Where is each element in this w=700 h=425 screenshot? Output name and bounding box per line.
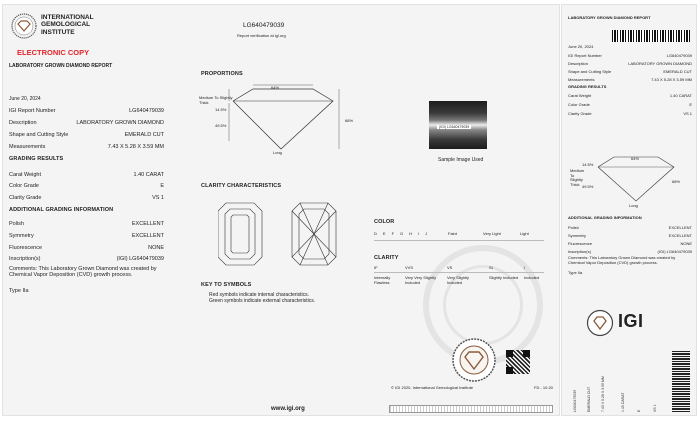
field-label: Inscription(s) xyxy=(9,256,41,262)
table-percentage: 64% xyxy=(271,85,280,90)
field-value: LG640479039 xyxy=(666,53,692,58)
field-value: 7.43 X 5.28 X 3.59 MM xyxy=(107,144,164,150)
field-label: Fluorescence xyxy=(9,245,43,251)
field-label: Measurements xyxy=(568,77,595,82)
stub-grading-title: GRADING RESULTS xyxy=(568,84,607,89)
report-number-header: LG640479039 xyxy=(243,22,285,29)
clarity-grade-vs: VS xyxy=(447,265,453,270)
org-line-2: GEMOLOGICAL xyxy=(41,21,91,29)
field-label: Measurements xyxy=(9,144,46,150)
field-value: LG640479039 xyxy=(129,108,164,114)
clarity-desc-vvs: Very Very Slightly Included xyxy=(405,275,437,285)
color-faint: Faint xyxy=(448,231,457,236)
color-very-light: Very Light xyxy=(483,231,501,236)
field-label: Clarity Grade xyxy=(9,195,42,201)
clarity-desc-if: Internally Flawless xyxy=(374,275,391,285)
field-carat xyxy=(9,172,164,178)
field-value: EXCELLENT xyxy=(131,221,164,227)
clarity-plot-diagram xyxy=(218,201,348,267)
field-value: NONE xyxy=(148,245,164,251)
field-label: Polish xyxy=(568,225,579,230)
field-label: Symmetry xyxy=(568,233,586,238)
stub-comments: Comments: This Laboratory Grown Diamond was created by Chemical Vapor Deposition (CVD) growth process. xyxy=(568,255,676,265)
field-polish xyxy=(9,221,164,227)
clarity-grade-si: SI xyxy=(489,265,493,270)
stub-field-symmetry xyxy=(568,233,692,238)
additional-grading-title: ADDITIONAL GRADING INFORMATION xyxy=(9,207,114,213)
stub-field-carat xyxy=(568,93,692,98)
org-name xyxy=(41,14,94,36)
pavilion-percentage: 49.5% xyxy=(215,123,227,128)
stub-type: Type IIa xyxy=(568,270,583,275)
stub-date: June 20, 2024 xyxy=(568,44,594,49)
field-shape xyxy=(9,132,164,138)
report-stub xyxy=(561,4,697,416)
stub-pavilion-percentage: 49.5% xyxy=(582,184,594,189)
sample-caption: Sample Image Used xyxy=(438,157,484,163)
stub-crown-percentage: 14.5% xyxy=(582,162,594,167)
key-to-symbols-title: KEY TO SYMBOLS xyxy=(201,282,252,288)
comments-text: Comments: This Laboratory Grown Diamond was created by Chemical Vapor Deposition (CVD) growth process. xyxy=(9,266,157,279)
field-value: 1.40 CARAT xyxy=(133,172,164,178)
stub-field-clarity xyxy=(568,111,692,116)
clarity-characteristics-title: CLARITY CHARACTERISTICS xyxy=(201,183,282,189)
field-value: E xyxy=(689,102,692,107)
qr-code xyxy=(506,350,530,374)
stub-title: LABORATORY GROWN DIAMOND REPORT xyxy=(568,15,651,20)
stub-vertical-value: EMERALD CUT xyxy=(587,386,591,412)
color-grade: G xyxy=(400,231,404,236)
field-fluorescence xyxy=(9,245,164,251)
stub-vertical-value: E xyxy=(637,409,641,412)
field-label: IGI Report Number xyxy=(568,53,602,58)
field-value: 1.40 CARAT xyxy=(669,93,692,98)
field-value: EXCELLENT xyxy=(668,225,692,230)
crown-label: Medium To Slightly Thick xyxy=(199,95,233,105)
stub-field-polish xyxy=(568,225,692,230)
field-clarity xyxy=(9,195,164,201)
field-value: LABORATORY GROWN DIAMOND xyxy=(76,120,164,126)
clarity-scale-title: CLARITY xyxy=(374,255,399,261)
field-label: Fluorescence xyxy=(568,241,593,246)
color-grade: D xyxy=(374,231,377,236)
color-grade-list xyxy=(374,232,427,237)
type-text: Type IIa xyxy=(9,288,29,294)
field-label: Color Grade xyxy=(568,102,590,107)
color-scale-title: COLOR xyxy=(374,219,395,225)
clarity-grade-if: IF xyxy=(374,265,378,270)
proportions-title: PROPORTIONS xyxy=(201,71,243,77)
stub-additional-title: ADDITIONAL GRADING INFORMATION xyxy=(568,215,642,220)
website-footer: www.igi.org xyxy=(271,406,305,412)
field-value: E xyxy=(160,183,164,189)
sample-inscription: (IGI) LG640479039 xyxy=(439,125,470,129)
proportions-diagram xyxy=(203,81,343,161)
depth-percentage: 68% xyxy=(345,118,354,123)
stub-culet: Long xyxy=(629,203,638,208)
field-value: EXCELLENT xyxy=(668,233,692,238)
field-label: Symmetry xyxy=(9,233,34,239)
seal-icon xyxy=(451,337,497,383)
stub-field-report-number xyxy=(568,53,692,58)
stub-vertical-value: 1.40 CARAT xyxy=(621,392,625,412)
stub-vertical-value: VS 1 xyxy=(653,404,657,412)
stub-crown-label: Medium To Slightly Thick xyxy=(570,168,585,187)
field-value: (IGI) LG640479039 xyxy=(116,256,164,262)
report-title: LABORATORY GROWN DIAMOND REPORT xyxy=(9,63,113,69)
verification-text: Report verification at igi.org xyxy=(237,33,286,38)
stub-field-inscription xyxy=(568,249,692,254)
color-scale-line xyxy=(374,240,544,241)
crown-percentage: 14.5% xyxy=(215,107,227,112)
igi-logo-icon xyxy=(586,309,614,337)
stub-barcode xyxy=(612,30,690,42)
org-line-1: INTERNATIONAL xyxy=(41,14,94,21)
stub-depth-percentage: 68% xyxy=(672,179,681,184)
key-green-line: Green symbols indicate external characteristics. xyxy=(209,298,316,304)
field-description xyxy=(9,120,164,126)
field-value: EMERALD CUT xyxy=(663,69,692,74)
field-color xyxy=(9,183,164,189)
field-label: Shape and Cutting Style xyxy=(9,132,69,138)
stub-field-description xyxy=(568,61,692,66)
clarity-grade-i: I xyxy=(524,265,526,270)
field-value: 7.43 X 5.28 X 3.59 MM xyxy=(651,77,692,82)
stub-field-color xyxy=(568,102,692,107)
clarity-scale-line xyxy=(374,272,544,273)
report-card xyxy=(2,4,560,416)
field-value: NONE xyxy=(680,241,692,246)
color-grade: H xyxy=(409,231,413,236)
igi-seal-icon xyxy=(11,13,37,39)
field-label: Inscription(s) xyxy=(568,249,591,254)
field-label: Carat Weight xyxy=(568,93,592,98)
color-light: Light xyxy=(520,231,529,236)
field-value: LABORATORY GROWN DIAMOND xyxy=(628,61,692,66)
culet-label: Long xyxy=(273,150,282,155)
clarity-grade-vvs: VVS xyxy=(405,265,414,270)
field-label: Color Grade xyxy=(9,183,39,189)
stub-field-fluorescence xyxy=(568,241,692,246)
field-label: Clarity Grade xyxy=(568,111,592,116)
stub-field-measurements xyxy=(568,77,692,82)
copyright-text: © IGI 2020, International Gemological Institute xyxy=(391,385,474,390)
stub-vertical-barcode xyxy=(672,350,690,412)
stub-table-percentage: 64% xyxy=(631,156,640,161)
field-label: IGI Report Number xyxy=(9,108,56,114)
field-inscription xyxy=(9,256,164,262)
field-value: VS 1 xyxy=(152,195,164,201)
stub-vertical-value: 7.43 X 5.28 X 3.59 MM xyxy=(601,376,605,412)
field-label: Description xyxy=(568,61,589,66)
field-label: Shape and Cutting Style xyxy=(568,69,612,74)
clarity-desc-vs: Very Slightly Included xyxy=(447,275,470,285)
report-date: June 20, 2024 xyxy=(9,96,41,102)
stub-vertical-value: LG640479039 xyxy=(573,389,577,412)
field-label: Carat Weight xyxy=(9,172,41,178)
field-measurements xyxy=(9,144,164,150)
form-code: FD - 10.20 xyxy=(534,385,553,390)
stub-field-shape xyxy=(568,69,692,74)
field-value: VS 1 xyxy=(683,111,692,116)
key-red-line: Red symbols indicate internal characteristics. xyxy=(209,292,310,298)
clarity-desc-i: Included xyxy=(524,275,540,280)
electronic-copy-label: ELECTRONIC COPY xyxy=(17,48,90,57)
field-value: EXCELLENT xyxy=(131,233,164,239)
field-label: Description xyxy=(9,120,37,126)
color-grade: E xyxy=(382,231,386,236)
color-grade: F xyxy=(391,231,395,236)
field-label: Polish xyxy=(9,221,24,227)
color-grade: J xyxy=(425,231,428,236)
field-value: (IGI) LG640479039 xyxy=(657,249,692,254)
igi-logo-text: IGI xyxy=(618,311,644,331)
field-symmetry xyxy=(9,233,164,239)
grading-results-title: GRADING RESULTS xyxy=(9,156,64,162)
security-strip xyxy=(389,405,553,413)
clarity-desc-si: Slightly Included xyxy=(489,275,519,280)
field-value: EMERALD CUT xyxy=(124,132,164,138)
field-report-number xyxy=(9,108,164,114)
color-grade: I xyxy=(418,231,420,236)
org-line-3: INSTITUTE xyxy=(41,28,75,36)
